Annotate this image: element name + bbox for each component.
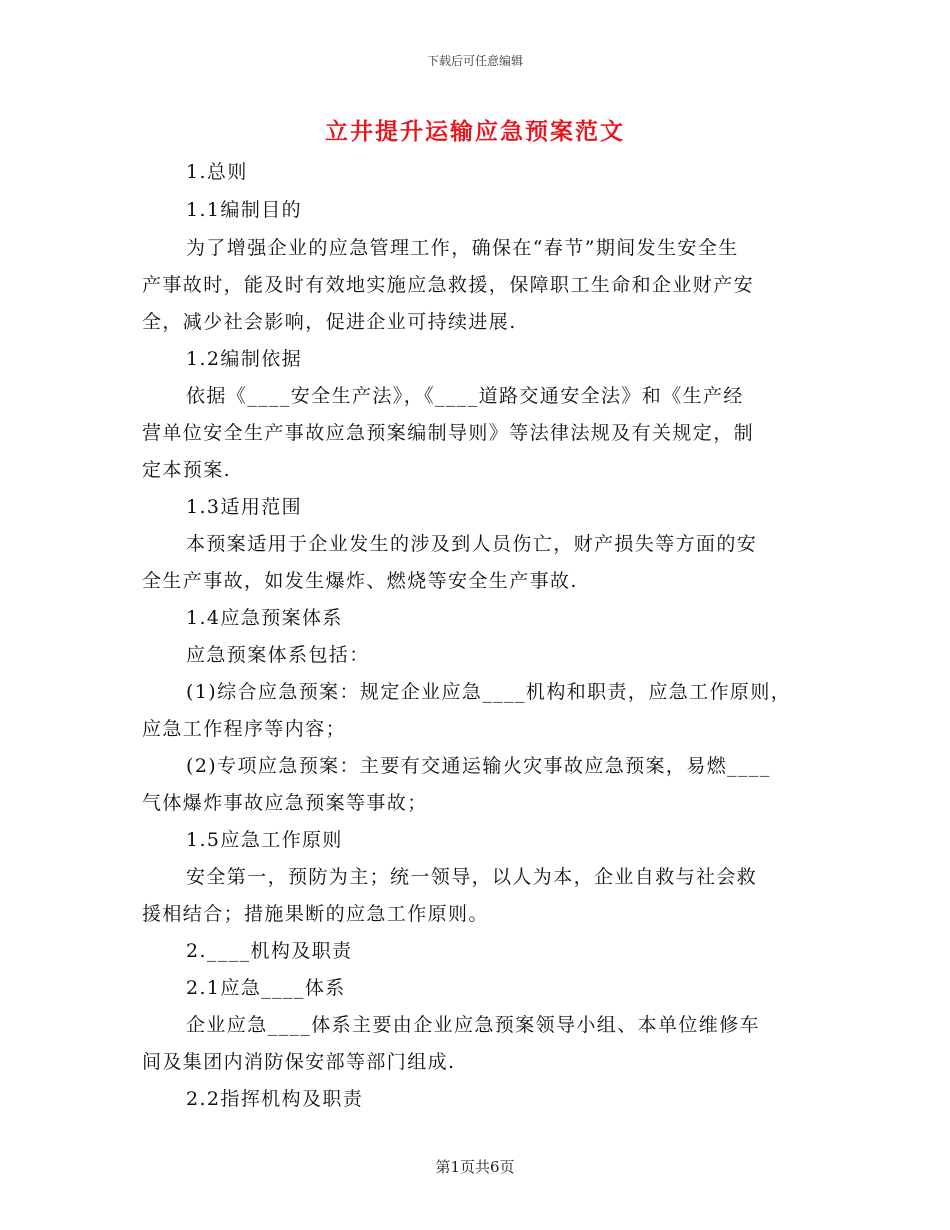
paragraph-line: 应急预案体系包括： <box>186 644 370 666</box>
paragraph-line: 应急工作程序等内容； <box>142 718 347 740</box>
subsection-heading: 2.1应急____体系 <box>186 977 346 999</box>
subsection-heading: 1.2编制依据 <box>186 348 303 370</box>
paragraph-line: 定本预案. <box>142 459 232 481</box>
subsection-heading: 1.1编制目的 <box>186 199 303 221</box>
paragraph-line: 安全第一，预防为主；统一领导，以人为本，企业自救与社会救 <box>186 866 758 888</box>
paragraph-line: 为了增强企业的应急管理工作，确保在“春节”期间发生安全生 <box>186 237 739 259</box>
subsection-heading: 1.3适用范围 <box>186 496 303 518</box>
paragraph-line: 援相结合；措施果断的应急工作原则。 <box>142 903 489 925</box>
list-item: (2)专项应急预案：主要有交通运输火灾事故应急预案，易燃____ <box>186 755 771 777</box>
paragraph-line: 本预案适用于企业发生的涉及到人员伤亡，财产损失等方面的安 <box>186 533 758 555</box>
subsection-heading: 1.5应急工作原则 <box>186 829 343 851</box>
section-heading: 1.总则 <box>186 161 248 183</box>
list-item: (1)综合应急预案：规定企业应急____机构和职责，应急工作原则， <box>186 681 792 703</box>
paragraph-line: 依据《____安全生产法》，《____道路交通安全法》和《生产经 <box>186 385 744 407</box>
paragraph-line: 全生产事故，如发生爆炸、燃烧等安全生产事故. <box>142 570 578 592</box>
page-footer: 第1页共6页 <box>435 1158 515 1176</box>
subsection-heading: 2.2指挥机构及职责 <box>186 1088 364 1110</box>
subsection-heading: 1.4应急预案体系 <box>186 607 343 629</box>
paragraph-line: 气体爆炸事故应急预案等事故； <box>142 792 428 814</box>
paragraph-line: 全，减少社会影响，促进企业可持续进展. <box>142 311 517 333</box>
paragraph-line: 间及集团内消防保安部等部门组成. <box>142 1051 456 1073</box>
paragraph-line: 营单位安全生产事故应急预案编制导则》等法律法规及有关规定，制 <box>142 422 755 444</box>
paragraph-line: 产事故时，能及时有效地实施应急救援，保障职工生命和企业财产安 <box>142 274 755 296</box>
document-title: 立井提升运输应急预案范文 <box>325 118 625 145</box>
header-note: 下载后可任意编辑 <box>426 54 523 68</box>
paragraph-line: 企业应急____体系主要由企业应急预案领导小组、本单位维修车 <box>186 1014 761 1036</box>
section-heading: 2.____机构及职责 <box>186 940 353 962</box>
